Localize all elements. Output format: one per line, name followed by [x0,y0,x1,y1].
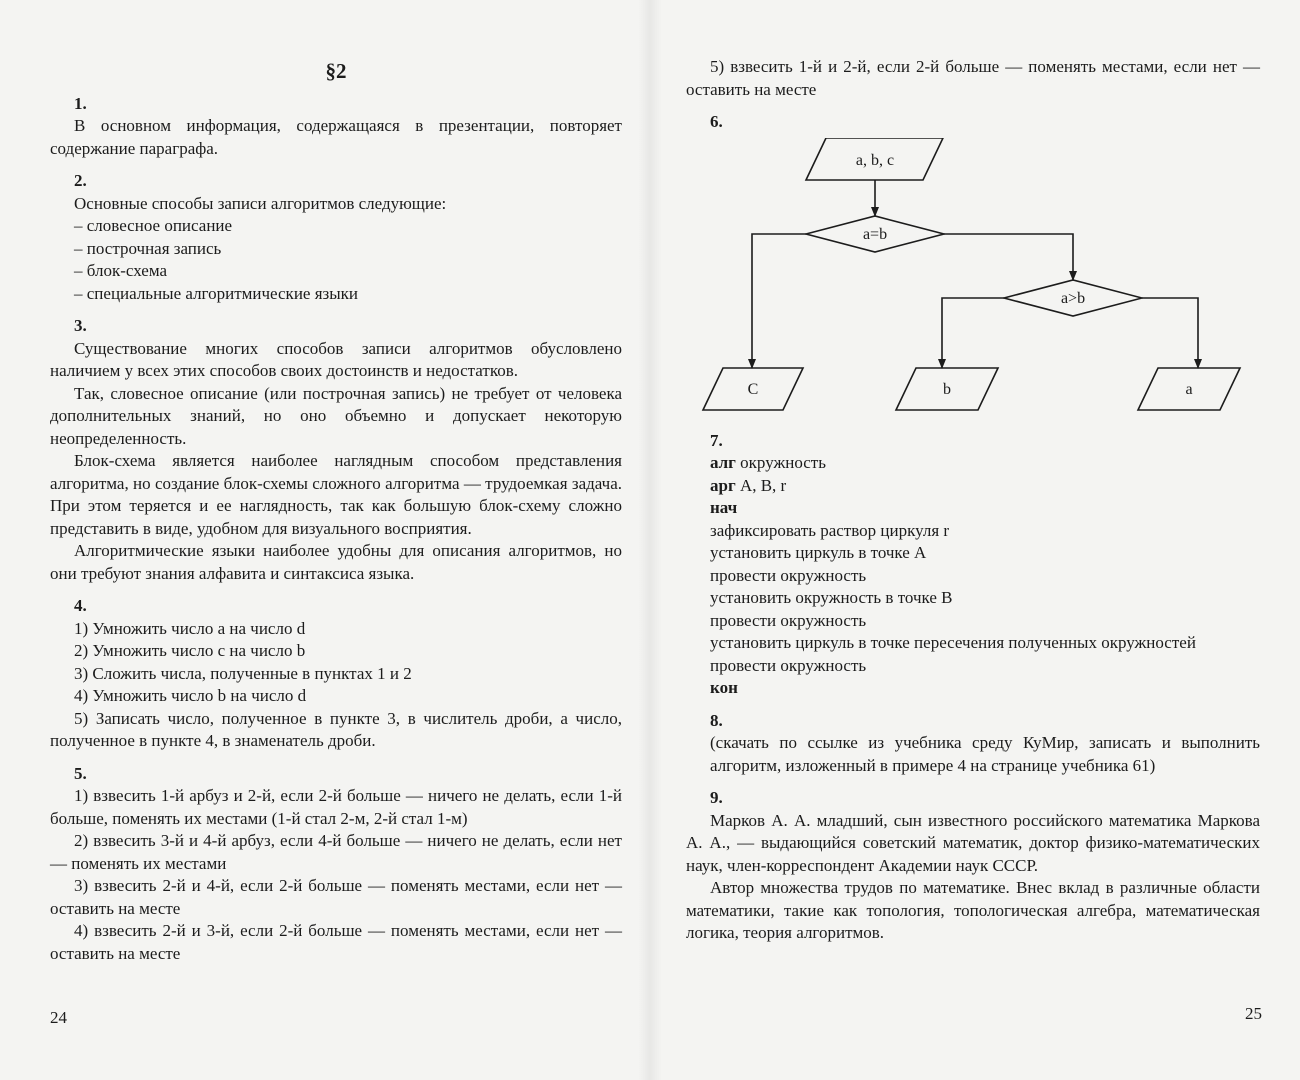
flowchart-output-b-label: b [943,380,951,398]
right-page [650,0,1300,1080]
answer-2-intro: Основные способы записи алгоритмов следующие: [74,193,447,213]
step: 3) Сложить числа, полученные в пунктах 1 и 2 [74,663,412,683]
code-line: установить циркуль в точке пересечения полученных окружностей [710,633,1196,652]
code-keyword: арг [710,475,736,495]
paragraph: Существование многих способов записи алгоритмов обусловлено наличием у всех этих способов своих достоинств и недостатков. [50,338,622,380]
flowchart-output-c-label: C [747,380,759,398]
code-line [686,475,1260,498]
answer-3-number: 3. [74,316,87,335]
step: 3) взвесить 2-й и 4-й, если 2-й больше — поменять местами, если нет — оставить на месте [50,876,622,918]
answer-8-text: (скачать по ссылке из учебника среду КуМир, записать и выполнить алгоритм, изложенный в примере 4 на странице учебника 61) [710,733,1260,775]
code-line: зафиксировать раствор циркуля r [710,520,950,540]
paragraph: Автор множества трудов по математике. Внес вклад в различные области математики, такие как топология, топологическая алгебра, математическая логика, теория алгоритмов. [686,878,1260,942]
answer-1-text: В основном информация, содержащаяся в презентации, повторяет содержание параграфа. [50,116,622,158]
code-line [686,452,1260,475]
list-item: – блок-схема [74,261,168,280]
code-line: установить окружность в точке B [710,588,953,607]
code-line: провести окружность [710,655,867,675]
step: 4) взвесить 2-й и 3-й, если 2-й больше — поменять местами, если нет — оставить на месте [50,921,622,963]
flowchart-input-label: a, b, c [855,151,895,169]
step: 1) взвесить 1-й арбуз и 2-й, если 2-й больше — ничего не делать, если 1-й больше, поменять их местами (1-й стал 2-м, 2-й стал 1-м) [50,786,622,828]
code-line: установить циркуль в точке A [710,543,927,562]
step: 2) взвесить 3-й и 4-й арбуз, если 4-й больше — ничего не делать, если нет — поменять их местами [50,831,622,873]
code-text: A, B, r [735,475,787,495]
flowchart-cond2-label: a>b [1060,289,1086,307]
code-text: окружность [735,453,826,472]
flowchart-cond1-label: a=b [862,225,888,243]
answer-7-number: 7. [710,430,723,450]
step: 5) Записать число, полученное в пункте 3, в числитель дроби, а число, полученное в пункте 4, в знаменатель дроби. [50,708,622,750]
code-begin: нач [710,498,738,517]
answer-5-number: 5. [74,763,87,783]
page-number: 25 [1245,1004,1262,1023]
step: 2) Умножить число c на число b [74,641,306,660]
answer-9-number: 9. [710,788,723,807]
step: 5) взвесить 1-й и 2-й, если 2-й больше — поменять местами, если нет — оставить на месте [686,57,1260,99]
answer-8-number: 8. [710,710,723,730]
code-line: провести окружность [710,565,867,585]
code-keyword: алг [710,453,736,472]
algorithm-code [686,452,1260,700]
section-title: §2 [325,59,347,83]
answer-2-number: 2. [74,171,87,190]
code-line: провести окружность [710,610,867,630]
list-item: – словесное описание [74,216,233,235]
paragraph: Алгоритмические языки наиболее удобны для описания алгоритмов, но они требуют знания алфавита и синтаксиса языка. [50,541,622,583]
left-page-content [50,60,622,965]
step: 4) Умножить число b на число d [74,686,307,705]
code-end: кон [710,678,738,697]
paragraph: Блок-схема является наиболее наглядным способом представления алгоритма, но создание блок-схемы сложного алгоритма — трудоемкая задача. При этом теряется и ее наглядность, так как большую блок-схему сложно представить в виде, удобном для визуального восприятия. [50,451,622,538]
paragraph: Так, словесное описание (или построчная запись) не требует от человека дополнительных знаний, но оно объемно и допускает некоторую неопределенность. [50,383,622,448]
page-number: 24 [50,1008,67,1027]
answer-1-number: 1. [74,93,87,113]
list-item: – построчная запись [74,238,222,258]
right-page-content [686,56,1260,945]
step: 1) Умножить число a на число d [74,618,306,638]
flowchart [686,138,1260,420]
flowchart-output-a-label: a [1185,380,1193,398]
answer-4-number: 4. [74,596,87,615]
list-item: – специальные алгоритмические языки [74,283,359,303]
answer-6-number: 6. [710,112,723,131]
paragraph: Марков А. А. младший, сын известного российского математика Маркова А. А., — выдающийся советский математик, доктор физико-математических наук, член-корреспондент Академии наук СССР. [686,810,1260,875]
